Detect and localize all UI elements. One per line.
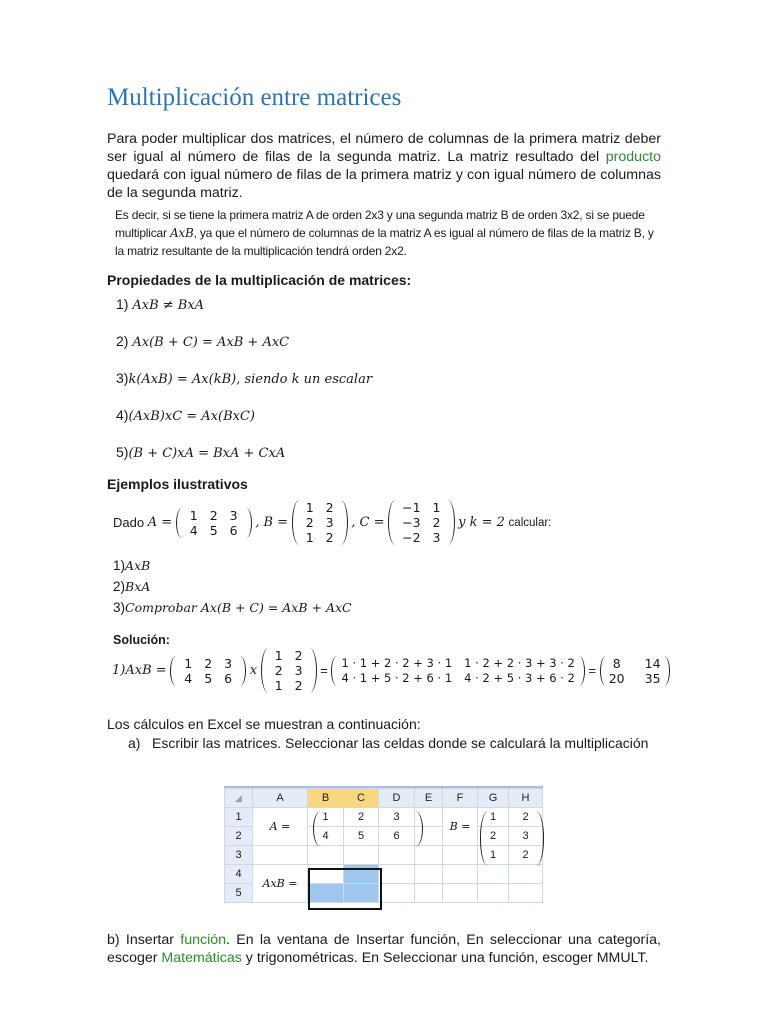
solution-lhs: 1)AxB =: [112, 663, 167, 678]
step-b-text-1: b) Insertar: [107, 932, 181, 948]
matrix-cell: 6: [229, 522, 238, 538]
matrix-c: [388, 500, 454, 545]
example-note: [115, 206, 663, 260]
cell[interactable]: 2: [509, 808, 543, 827]
matrix-cell: −1: [402, 500, 421, 515]
result-matrix: [600, 656, 670, 686]
property-formula: Ax(B + C) = AxB + AxC: [132, 335, 290, 350]
cell[interactable]: [415, 865, 443, 884]
matrix-cell: 2: [325, 500, 334, 515]
intro-paragraph: [107, 130, 661, 202]
cell[interactable]: [253, 846, 308, 865]
matrix-cell: 2: [305, 515, 314, 530]
properties-heading: Propiedades de la multiplicación de matrices:: [107, 272, 412, 288]
matrix-cell: 2: [294, 648, 303, 663]
excel-matrix-a-bracket: [313, 811, 423, 847]
task-num: 2): [113, 579, 126, 594]
task-item: [113, 576, 352, 597]
matrix-cell: 2: [432, 515, 441, 530]
note-text-1: Es decir, si se tiene la primera matriz A de orden 2x3 y una segunda matriz B de orden 3x2, si se puede multiplicar: [115, 208, 645, 240]
intro-text-2: quedará con igual número de filas de la primera matriz y con igual número de columnas de la segunda matriz.: [107, 167, 661, 201]
matrix-cell: 2: [294, 678, 303, 693]
column-header[interactable]: D: [379, 789, 415, 808]
column-header[interactable]: G: [478, 789, 509, 808]
examples-heading: Ejemplos ilustrativos: [107, 476, 248, 492]
task-item: [113, 597, 352, 618]
equals-sign: =: [320, 663, 328, 678]
b-label: , B =: [255, 515, 289, 530]
task-list: [113, 555, 352, 618]
column-header[interactable]: B: [308, 789, 344, 808]
matrix-b: [292, 500, 348, 545]
matrix-cell: 14: [644, 655, 661, 671]
matrix-cell: 3: [294, 663, 303, 678]
equals-sign: =: [588, 663, 597, 678]
cell[interactable]: 2: [509, 846, 543, 865]
property-formula: AxB ≠ BxA: [132, 298, 205, 313]
matrix-cell: 2: [325, 530, 334, 545]
page-title: Multiplicación entre matrices: [107, 84, 402, 111]
excel-grid: [224, 786, 543, 912]
cell[interactable]: 3: [379, 808, 415, 827]
solution-line: [112, 648, 670, 693]
matrix-cell: 4: [189, 522, 198, 538]
a-label: A =: [147, 515, 173, 530]
cell[interactable]: [344, 846, 379, 865]
calcular-text: calcular:: [508, 516, 552, 529]
cell[interactable]: [308, 846, 344, 865]
step-a-label: a): [128, 735, 141, 751]
step-b-text-3: y trigonométricas. En Seleccionar una función, escoger MMULT.: [241, 950, 649, 966]
matrix-cell: 1: [184, 655, 193, 671]
matrix-cell: 1: [305, 500, 314, 515]
cell[interactable]: [415, 884, 443, 903]
step-b-paragraph: [107, 931, 661, 967]
property-5: [116, 444, 285, 461]
task-item: [113, 555, 352, 576]
matrix-cell: 1 · 2 + 2 · 3 + 3 · 2: [464, 655, 575, 670]
matrix-cell: −2: [402, 530, 421, 545]
funcion-link[interactable]: función: [180, 932, 227, 948]
cell-a-label[interactable]: A =: [253, 808, 308, 846]
expanded-product-matrix: [331, 656, 584, 686]
cell[interactable]: 4: [308, 827, 344, 846]
matrix-cell: 4: [184, 670, 193, 686]
property-formula: (AxB)xC = Ax(BxC): [128, 409, 255, 424]
k-text: y k = 2: [458, 515, 505, 530]
matrix-cell: 1: [305, 530, 314, 545]
property-formula: k(AxB) = Ax(kB), siendo k un escalar: [128, 372, 373, 387]
cell[interactable]: [379, 846, 415, 865]
property-3: [116, 370, 372, 387]
matrix-cell: 2: [274, 663, 283, 678]
matrix-cell: 20: [608, 670, 625, 686]
row-header[interactable]: 4: [225, 865, 253, 884]
intro-text-1: Para poder multiplicar dos matrices, el número de columnas de la primera matriz deber ser igual al número de filas de la segunda matriz. La matriz resultado del: [107, 131, 661, 165]
matrix-cell: 3: [224, 655, 233, 671]
matrix-cell: 5: [209, 522, 218, 538]
property-1: [116, 296, 204, 313]
property-formula: (B + C)xA = BxA + CxA: [128, 446, 286, 461]
excel-intro: Los cálculos en Excel se muestran a continuación:: [107, 716, 421, 732]
matrix-b: [261, 648, 317, 693]
column-header[interactable]: H: [509, 789, 543, 808]
step-a-text: Escribir las matrices. Seleccionar las celdas donde se calculará la multiplicación: [152, 735, 649, 751]
step-b-text-2: . En la ventana de Insertar función, En seleccionar una categoría, escoger: [107, 932, 661, 966]
property-num: 1): [116, 296, 133, 312]
select-all-corner[interactable]: ◢: [225, 789, 253, 808]
row-header[interactable]: 2: [225, 827, 253, 846]
solution-heading: Solución:: [113, 633, 170, 647]
property-2: [116, 333, 289, 350]
matrix-cell: 3: [229, 507, 238, 523]
matrix-cell: 4 · 2 + 5 · 3 + 6 · 2: [464, 670, 575, 685]
property-4: [116, 407, 255, 424]
property-num: 3): [116, 370, 129, 386]
given-prefix: Dado: [113, 515, 145, 530]
column-header[interactable]: A: [253, 789, 308, 808]
matrix-cell: 1: [189, 507, 198, 523]
matrix-cell: 4 · 1 + 5 · 2 + 6 · 1: [341, 670, 453, 685]
matrix-cell: 3: [432, 530, 441, 545]
selection-range[interactable]: [308, 868, 382, 910]
task-num: 3): [113, 600, 126, 615]
cell[interactable]: [443, 865, 478, 884]
matrix-cell: 2: [209, 507, 218, 523]
cell[interactable]: [478, 865, 509, 884]
matrix-cell: 1 · 1 + 2 · 2 + 3 · 1: [341, 655, 453, 670]
property-num: 5): [116, 444, 129, 460]
c-label: , C =: [351, 515, 385, 530]
matrix-cell: 6: [224, 670, 233, 686]
cell[interactable]: 5: [344, 827, 379, 846]
task-num: 1): [113, 558, 126, 573]
column-header[interactable]: C: [344, 789, 379, 808]
column-header[interactable]: E: [415, 789, 443, 808]
property-num: 4): [116, 407, 129, 423]
task-formula: BxA: [125, 579, 151, 594]
note-formula: AxB: [169, 226, 194, 240]
cell[interactable]: 1: [478, 846, 509, 865]
matrix-cell: 5: [204, 670, 213, 686]
property-num: 2): [116, 333, 133, 349]
matrix-cell: 1: [274, 678, 283, 693]
note-text-2: , ya que el número de columnas de la matriz A es igual al número de filas de la matriz B, y la matriz resultante de la multiplicación tendrá orden 2x2.: [115, 226, 654, 258]
matrix-a: [170, 656, 246, 686]
matrix-cell: 1: [432, 500, 441, 515]
matrix-cell: −3: [402, 515, 421, 530]
cell[interactable]: 6: [379, 827, 415, 846]
task-formula: AxB: [125, 558, 151, 573]
matematicas-link[interactable]: Matemáticas: [161, 950, 242, 966]
matrix-cell: 35: [644, 670, 661, 686]
times-sign: x: [249, 663, 258, 678]
cell[interactable]: [415, 846, 443, 865]
matrix-cell: 3: [325, 515, 334, 530]
row-header[interactable]: 3: [225, 846, 253, 865]
cell[interactable]: [478, 884, 509, 903]
cell[interactable]: [443, 884, 478, 903]
matrix-a: [176, 508, 252, 538]
column-header[interactable]: F: [443, 789, 478, 808]
matrix-cell: 8: [612, 655, 621, 671]
excel-matrix-b-bracket: [480, 811, 544, 866]
cell[interactable]: [379, 884, 415, 903]
cell[interactable]: [509, 865, 543, 884]
cell[interactable]: [509, 884, 543, 903]
cell-b-label[interactable]: B =: [443, 808, 478, 846]
row-header[interactable]: 5: [225, 884, 253, 903]
cell[interactable]: 3: [509, 827, 543, 846]
row-header[interactable]: 1: [225, 808, 253, 827]
producto-link[interactable]: producto: [605, 149, 661, 165]
cell-axb-label[interactable]: AxB =: [253, 865, 308, 903]
matrix-cell: 1: [274, 648, 283, 663]
cell[interactable]: 2: [478, 827, 509, 846]
matrix-cell: 2: [204, 655, 213, 671]
cell[interactable]: 1: [308, 808, 344, 827]
cell[interactable]: 2: [344, 808, 379, 827]
task-formula: Comprobar Ax(B + C) = AxB + AxC: [125, 600, 352, 615]
cell[interactable]: [443, 846, 478, 865]
cell[interactable]: [379, 865, 415, 884]
given-matrices: [113, 500, 551, 545]
cell[interactable]: 1: [478, 808, 509, 827]
